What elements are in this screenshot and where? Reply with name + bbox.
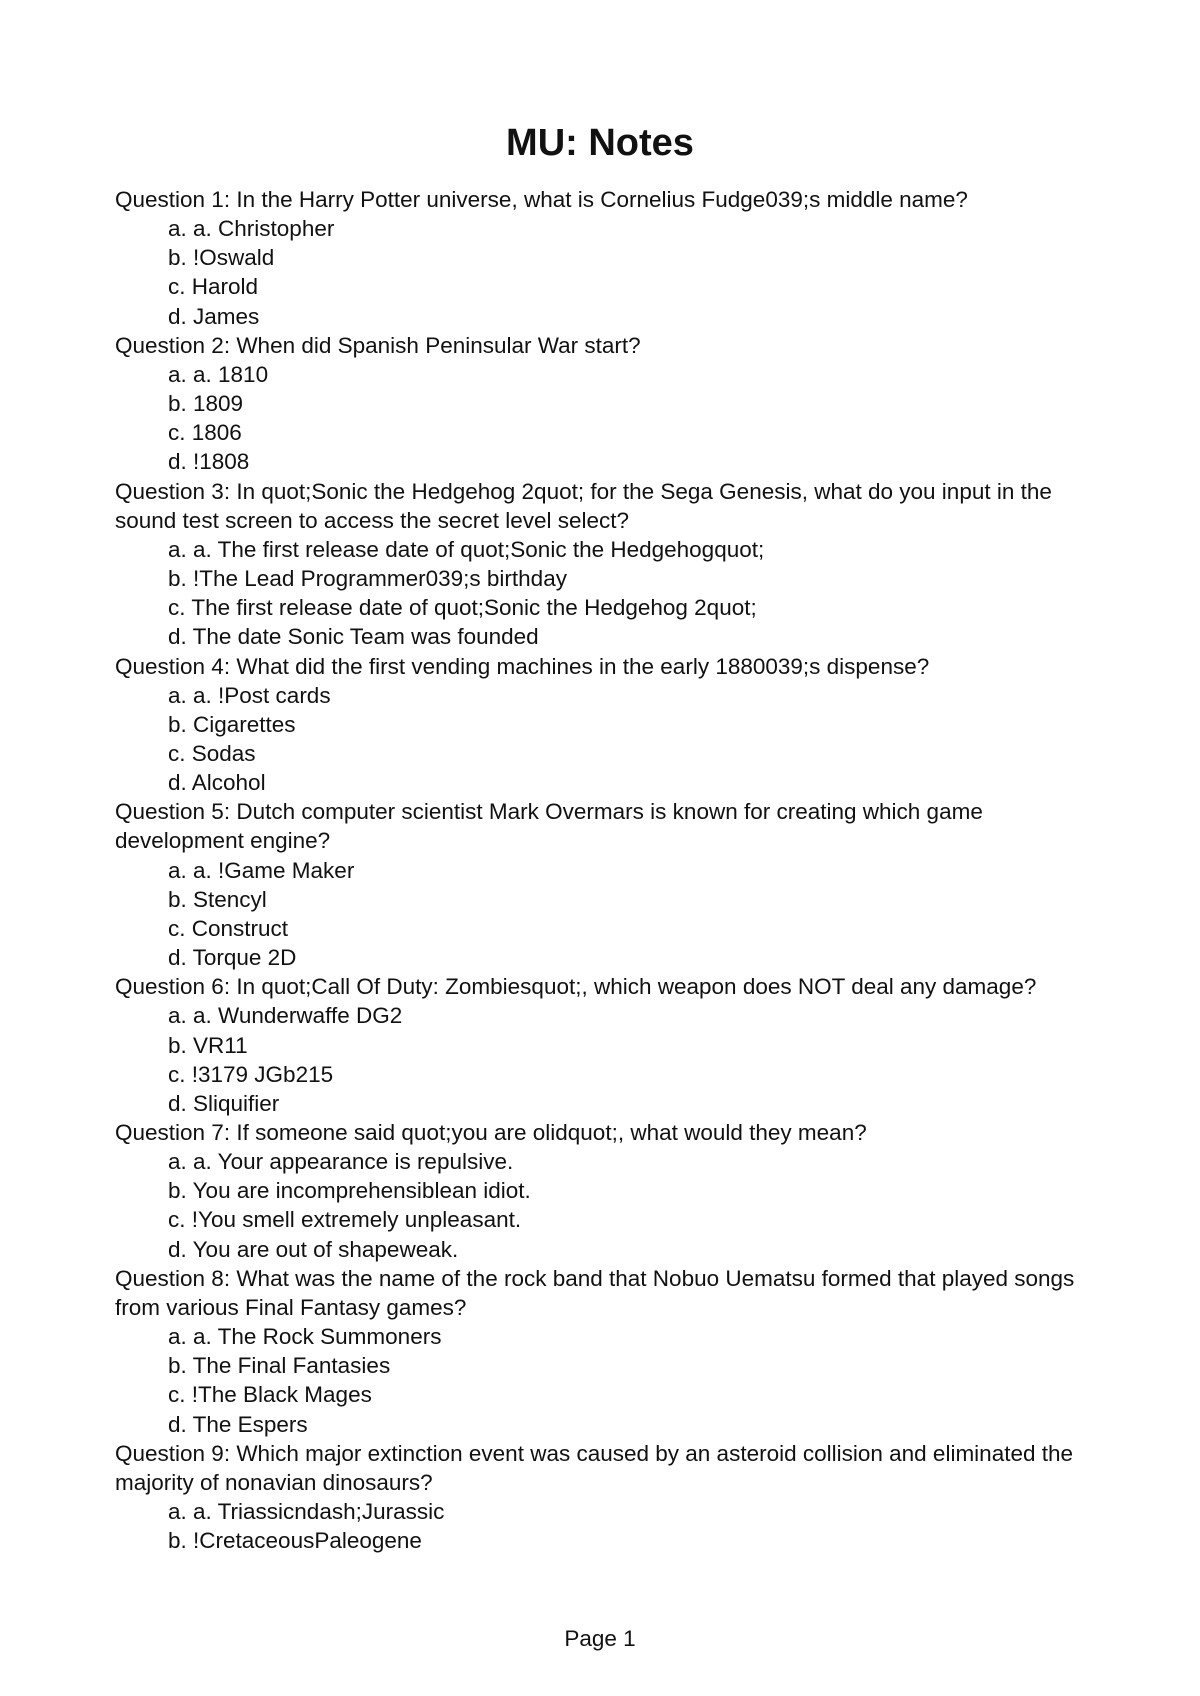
answer-option: d. !1808: [168, 449, 250, 475]
answer-option: d. The date Sonic Team was founded: [168, 624, 539, 650]
question-block: [115, 185, 1115, 331]
answer-option: c. Sodas: [168, 740, 256, 766]
answer-option: d. James: [168, 303, 260, 329]
question-block: [115, 1264, 1115, 1439]
answer-option: a. a. Triassicndash;Jurassic: [168, 1499, 445, 1525]
page-title: MU: Notes: [506, 122, 694, 164]
answer-option: a. a. The Rock Summoners: [168, 1324, 442, 1350]
answer-option: b. !CretaceousPaleogene: [168, 1528, 422, 1554]
answer-option: b. 1809: [168, 391, 244, 417]
answer-option: a. a. 1810: [168, 361, 269, 387]
question-block: [115, 797, 1115, 972]
answer-option: b. VR11: [168, 1032, 248, 1058]
answer-option: b. Cigarettes: [168, 711, 296, 737]
answer-option: c. !3179 JGb215: [168, 1061, 334, 1087]
answer-option: c. Harold: [168, 274, 259, 300]
answer-option: b. !The Lead Programmer039;s birthday: [168, 566, 567, 592]
answer-option: a. a. The first release date of quot;Sonic the Hedgehogquot;: [168, 536, 765, 562]
answer-option: a. a. Your appearance is repulsive.: [168, 1149, 514, 1175]
answer-option: c. 1806: [168, 420, 242, 446]
answer-option: a. a. Christopher: [168, 216, 335, 242]
answer-option: d. Alcohol: [168, 770, 266, 796]
answer-option: c. The first release date of quot;Sonic the Hedgehog 2quot;: [168, 595, 757, 621]
question-block: [115, 1118, 1115, 1264]
answer-option: d. You are out of shapeweak.: [168, 1236, 459, 1262]
answer-option: b. !Oswald: [168, 245, 275, 271]
answer-option: b. You are incomprehensiblean idiot.: [168, 1178, 531, 1204]
question-text: Question 8: What was the name of the rock band that Nobuo Uematsu formed that played songs from various Final Fantasy games?: [115, 1265, 1075, 1320]
answer-option: b. Stencyl: [168, 886, 267, 912]
question-list: [115, 185, 1115, 1555]
question-text: Question 9: Which major extinction event was caused by an asteroid collision and eliminated the majority of nonavian dinosaurs?: [115, 1440, 1074, 1495]
page-number: Page 1: [564, 1626, 636, 1651]
answer-option: d. Sliquifier: [168, 1090, 280, 1116]
question-block: [115, 1439, 1115, 1556]
answer-option: a. a. !Game Maker: [168, 857, 355, 883]
question-text: Question 7: If someone said quot;you are olidquot;, what would they mean?: [115, 1120, 867, 1145]
question-text: Question 3: In quot;Sonic the Hedgehog 2quot; for the Sega Genesis, what do you input in the sound test screen to access the secret level select?: [115, 478, 1052, 533]
answer-option: d. The Espers: [168, 1411, 308, 1437]
question-text: Question 5: Dutch computer scientist Mark Overmars is known for creating which game development engine?: [115, 799, 983, 854]
answer-option: d. Torque 2D: [168, 945, 297, 971]
question-text: Question 6: In quot;Call Of Duty: Zombiesquot;, which weapon does NOT deal any damage?: [115, 974, 1037, 1000]
question-text: Question 1: In the Harry Potter universe, what is Cornelius Fudge039;s middle name?: [115, 187, 968, 212]
question-block: [115, 652, 1115, 798]
answer-option: b. The Final Fantasies: [168, 1353, 391, 1379]
answer-option: c. !The Black Mages: [168, 1382, 372, 1408]
question-block: [115, 972, 1115, 1118]
answer-option: a. a. !Post cards: [168, 682, 331, 708]
answer-option: a. a. Wunderwaffe DG2: [168, 1003, 403, 1029]
question-text: Question 4: What did the first vending machines in the early 1880039;s dispense?: [115, 653, 930, 679]
question-block: [115, 477, 1115, 652]
answer-option: c. !You smell extremely unpleasant.: [168, 1207, 522, 1233]
answer-option: c. Construct: [168, 915, 289, 941]
question-text: Question 2: When did Spanish Peninsular War start?: [115, 332, 641, 358]
question-block: [115, 331, 1115, 477]
